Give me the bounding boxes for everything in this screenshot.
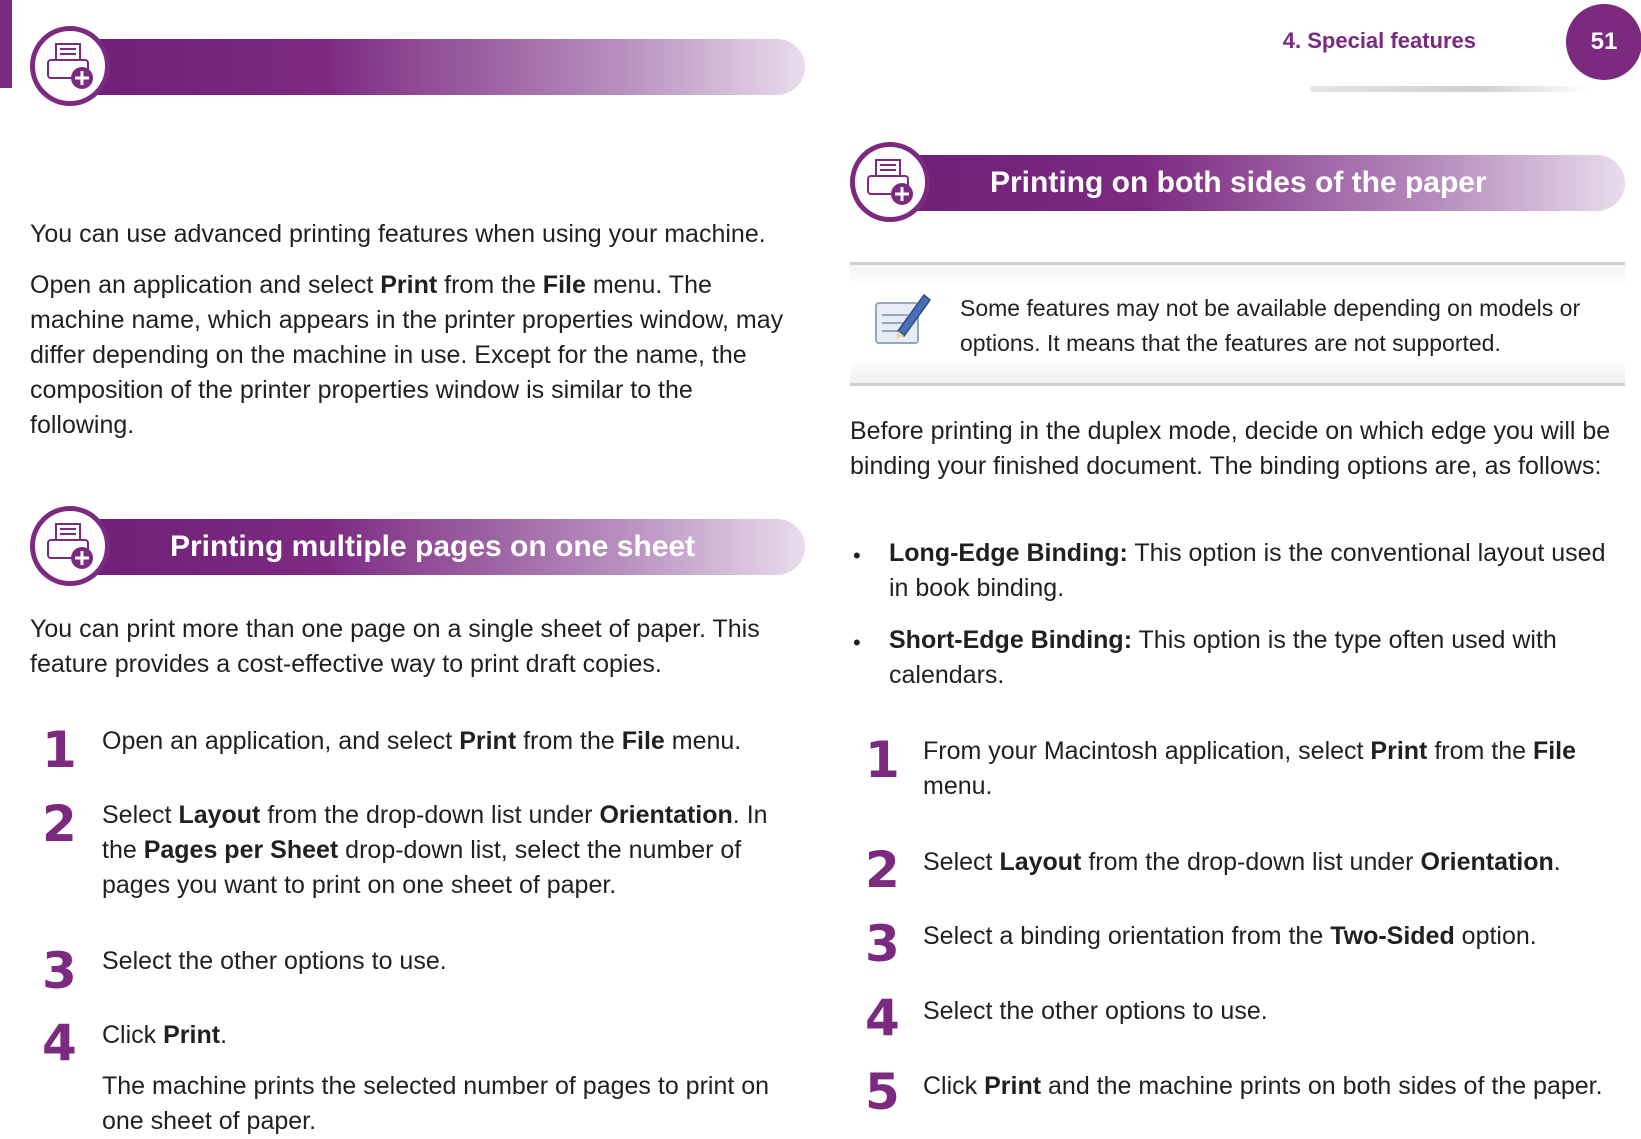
printer-icon <box>30 506 110 586</box>
step-number: 4 <box>42 1014 77 1072</box>
step-number: 2 <box>42 795 77 853</box>
bullet-item: Long-Edge Binding: This option is the conventional layout used in book binding. <box>889 539 1606 602</box>
step-text: Select Layout from the drop-down list under Orientation. <box>923 848 1561 876</box>
step-text: Select Layout from the drop-down list under Orientation. In the Pages per Sheet drop-down list, select the number of pages you want to print on one sheet of paper. <box>102 801 768 899</box>
step-number: 3 <box>42 942 77 1000</box>
page-edge-marker <box>0 0 12 88</box>
section-banner-multiple-pages: Printing multiple pages on one sheet <box>70 519 805 575</box>
printer-icon <box>850 142 930 222</box>
intro-paragraph-2: Open an application and select Print from the File menu. The machine name, which appears in the printer properties window, may differ depending on the machine in use. Except for the name, the composition of the printer properties window is similar to the following. <box>30 271 784 439</box>
bullet-marker: • <box>853 543 861 568</box>
section-banner-both-sides: Printing on both sides of the paper <box>890 155 1625 211</box>
bullet-item: Short-Edge Binding: This option is the type often used with calendars. <box>889 626 1557 689</box>
step-number: 1 <box>42 721 77 779</box>
intro-paragraph: You can use advanced printing features when using your machine. <box>30 220 766 248</box>
step-number: 4 <box>865 989 900 1047</box>
note-pencil-icon <box>868 287 934 353</box>
header-divider <box>1310 86 1590 92</box>
step-number: 1 <box>865 731 900 789</box>
step-text: Open an application, and select Print from the File menu. <box>102 727 742 755</box>
section-intro: You can print more than one page on a single sheet of paper. This feature provides a cost-effective way to print draft copies. <box>30 615 760 678</box>
step-text: Click Print and the machine prints on both sides of the paper. <box>923 1072 1603 1100</box>
top-banner <box>70 39 805 95</box>
step-number: 2 <box>865 841 900 899</box>
step-text: Select a binding orientation from the Two-Sided option. <box>923 922 1537 950</box>
step-number: 5 <box>865 1063 900 1121</box>
note-text: Some features may not be available depending on models or options. It means that the features are not supported. <box>960 295 1581 356</box>
note-box <box>850 262 1625 386</box>
duplex-intro: Before printing in the duplex mode, decide on which edge you will be binding your finished document. The binding options are, as follows: <box>850 417 1611 480</box>
page-number: 51 <box>1566 4 1641 80</box>
step-text: From your Macintosh application, select Print from the File menu. <box>923 737 1577 800</box>
chapter-title: 4. Special features <box>1282 28 1476 53</box>
step-number: 3 <box>865 915 900 973</box>
step-text: Select the other options to use. <box>923 997 1268 1025</box>
printer-icon <box>30 26 110 106</box>
bullet-marker: • <box>853 630 861 655</box>
step-text: Select the other options to use. <box>102 947 447 975</box>
step-result-note: The machine prints the selected number of pages to print on one sheet of paper. <box>102 1072 770 1135</box>
step-text: Click Print. <box>102 1021 228 1049</box>
